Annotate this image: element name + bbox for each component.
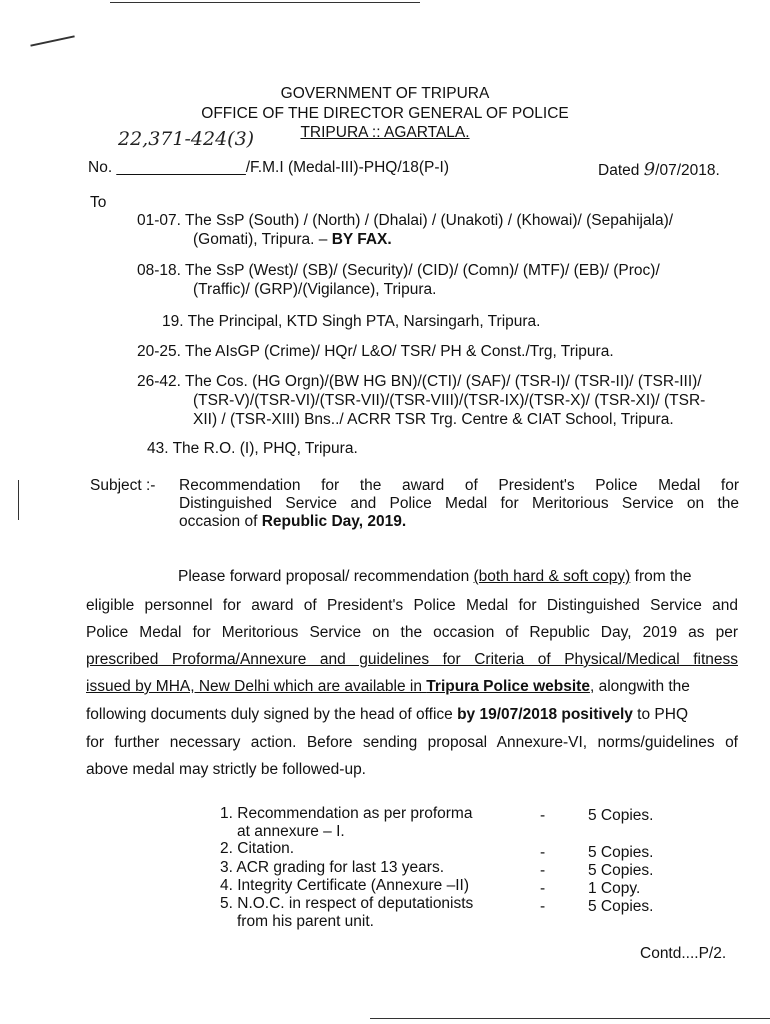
subject-line-3: occasion of Republic Day, 2019.	[179, 513, 407, 530]
header-line-1: GOVERNMENT OF TRIPURA	[280, 85, 490, 102]
body-line-5: issued by MHA, New Delhi which are available in Tripura Police website, alongwith the	[86, 678, 690, 695]
document-item-1-dash: -	[540, 807, 546, 824]
handwritten-number: 22,371-424(3)	[118, 128, 255, 150]
recipient-5-line-3: XII) / (TSR-XIII) Bns../ ACRR TSR Trg. Centre & CIAT School, Tripura.	[193, 411, 674, 428]
continued-note: Contd....P/2.	[640, 945, 727, 962]
document-item-3: 3. ACR grading for last 13 years.	[220, 859, 445, 876]
header-line-3: TRIPURA :: AGARTALA.	[300, 124, 470, 141]
document-item-1: 1. Recommendation as per proforma	[220, 805, 473, 822]
date-day-handwritten: 9	[643, 159, 656, 180]
recipient-5-line-2: (TSR-V)/(TSR-VI)/(TSR-VII)/(TSR-VIII)/(TSR-IX)/(TSR-X)/ (TSR-XI)/ (TSR-	[193, 392, 706, 409]
recipient-1-line-1: 01-07. The SsP (South) / (North) / (Dhalai) / (Unakoti) / (Khowai)/ (Sepahijala)/	[137, 212, 674, 229]
recipient-1-line-2: (Gomati), Tripura. – BY FAX.	[193, 231, 392, 248]
date-line	[598, 159, 720, 180]
body-line-1: Please forward proposal/ recommendation (both hard & soft copy) from the	[178, 568, 692, 585]
scan-edge-top	[110, 2, 420, 3]
subject-label: Subject :-	[90, 477, 156, 494]
recipient-5-line-1: 26-42. The Cos. (HG Orgn)/(BW HG BN)/(CTI)/ (SAF)/ (TSR-I)/ (TSR-II)/ (TSR-III)/	[137, 373, 702, 390]
recipient-6: 43. The R.O. (I), PHQ, Tripura.	[147, 440, 358, 457]
no-blank: _______________	[116, 159, 246, 176]
body-line-7: for further necessary action. Before sending proposal Annexure-VI, norms/guidelines of	[86, 734, 738, 751]
document-item-2-dash: -	[540, 844, 546, 861]
header-line-2: OFFICE OF THE DIRECTOR GENERAL OF POLICE	[201, 105, 569, 122]
reference-line	[88, 159, 449, 177]
document-item-5: 5. N.O.C. in respect of deputationists	[220, 895, 474, 912]
date-rest: /07/2018.	[655, 162, 720, 179]
dated-label: Dated	[598, 162, 640, 179]
recipient-4: 20-25. The AIsGP (Crime)/ HQr/ L&O/ TSR/ PH & Const./Trg, Tripura.	[137, 343, 614, 360]
body-line-6: following documents duly signed by the head of office by 19/07/2018 positively to PHQ	[86, 706, 689, 723]
punch-mark	[18, 480, 19, 520]
subject-line-2: Distinguished Service and Police Medal for Meritorious Service on the	[179, 495, 739, 512]
scan-edge-bottom	[370, 1018, 770, 1019]
document-item-2: 2. Citation.	[220, 840, 295, 857]
to-label: To	[90, 194, 107, 211]
document-item-4: 4. Integrity Certificate (Annexure –II)	[220, 877, 469, 894]
recipient-2-line-2: (Traffic)/ (GRP)/(Vigilance), Tripura.	[193, 281, 437, 298]
subject-line-1: Recommendation for the award of President's Police Medal for	[179, 477, 739, 494]
document-item-1-copies: 5 Copies.	[588, 807, 654, 824]
document-item-1-cont: at annexure – I.	[237, 823, 345, 840]
body-line-4: prescribed Proforma/Annexure and guidelines for Criteria of Physical/Medical fitness	[86, 651, 738, 668]
document-item-4-dash: -	[540, 880, 546, 897]
body-line-8: above medal may strictly be followed-up.	[86, 761, 366, 778]
scan-mark	[30, 35, 74, 46]
document-item-4-copies: 1 Copy.	[588, 880, 641, 897]
document-item-3-dash: -	[540, 862, 546, 879]
body-line-2: eligible personnel for award of President's Police Medal for Distinguished Service and	[86, 597, 738, 614]
recipient-2-line-1: 08-18. The SsP (West)/ (SB)/ (Security)/ (CID)/ (Comn)/ (MTF)/ (EB)/ (Proc)/	[137, 262, 660, 279]
document-item-2-copies: 5 Copies.	[588, 844, 654, 861]
document-item-5-copies: 5 Copies.	[588, 898, 654, 915]
file-reference: /F.M.I (Medal-III)-PHQ/18(P-I)	[245, 159, 449, 176]
document-item-3-copies: 5 Copies.	[588, 862, 654, 879]
no-label: No.	[88, 159, 113, 176]
body-line-3: Police Medal for Meritorious Service on the occasion of Republic Day, 2019 as per	[86, 624, 738, 641]
document-item-5-dash: -	[540, 898, 546, 915]
recipient-3: 19. The Principal, KTD Singh PTA, Narsingarh, Tripura.	[162, 313, 541, 330]
document-item-5-cont: from his parent unit.	[237, 913, 374, 930]
